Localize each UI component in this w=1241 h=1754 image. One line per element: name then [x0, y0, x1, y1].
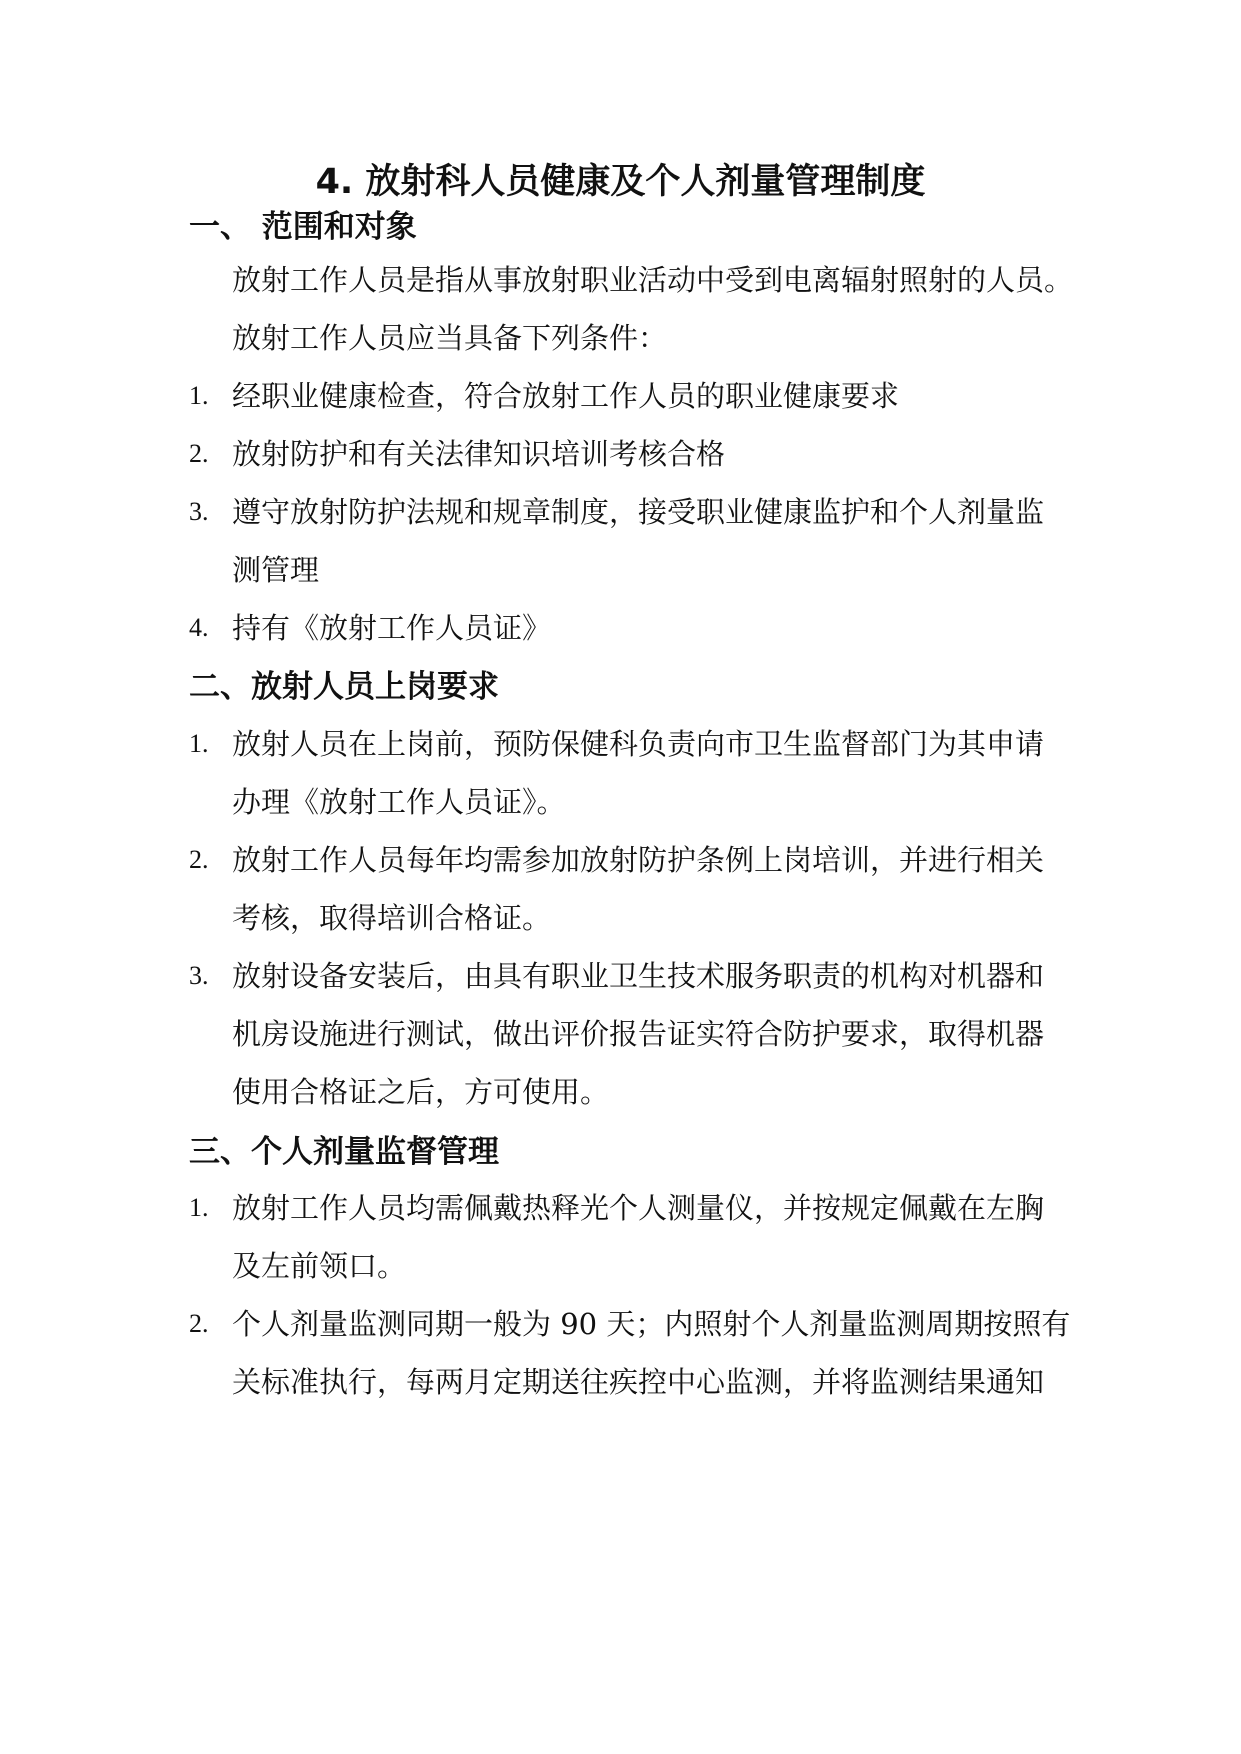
list-number: 1. — [189, 729, 209, 758]
section-heading-scope: 一、 范围和对象 — [189, 209, 417, 245]
section-heading-onboarding: 二、放射人员上岗要求 — [189, 669, 499, 705]
list-number: 3. — [189, 961, 209, 990]
list-item-text: 放射设备安装后，由具有职业卫生技术服务职责的机构对机器和 — [232, 959, 1045, 993]
paragraph: 放射工作人员是指从事放射职业活动中受到电离辐射照射的人员。 — [232, 263, 1074, 297]
list-number: 1. — [189, 381, 209, 410]
list-number: 1. — [189, 1193, 209, 1222]
list-item-text: 放射防护和有关法律知识培训考核合格 — [232, 437, 726, 471]
section-heading-dose-monitoring: 三、个人剂量监督管理 — [189, 1134, 499, 1170]
list-item-text: 使用合格证之后，方可使用。 — [232, 1075, 610, 1109]
list-item-text: 放射工作人员每年均需参加放射防护条例上岗培训，并进行相关 — [232, 843, 1045, 877]
list-item-text: 遵守放射防护法规和规章制度，接受职业健康监护和个人剂量监 — [232, 495, 1045, 529]
list-item-text: 持有《放射工作人员证》 — [232, 611, 552, 645]
list-item-text: 放射工作人员均需佩戴热释光个人测量仪，并按规定佩戴在左胸 — [232, 1191, 1045, 1225]
paragraph: 放射工作人员应当具备下列条件： — [232, 321, 668, 355]
list-number: 2. — [189, 845, 209, 874]
list-number: 4. — [189, 613, 209, 642]
list-item-text: 办理《放射工作人员证》。 — [232, 785, 566, 819]
list-item-text: 个人剂量监测同期一般为 90 天；内照射个人剂量监测周期按照有 — [232, 1307, 1071, 1341]
list-item-text: 及左前领口。 — [232, 1249, 407, 1283]
list-number: 2. — [189, 439, 209, 468]
list-item-text: 放射人员在上岗前，预防保健科负责向市卫生监督部门为其申请 — [232, 727, 1045, 761]
list-item-text: 经职业健康检查，符合放射工作人员的职业健康要求 — [232, 379, 900, 413]
list-number: 2. — [189, 1309, 209, 1338]
list-item-text: 关标准执行，每两月定期送往疾控中心监测，并将监测结果通知 — [232, 1365, 1045, 1399]
list-item-text: 考核，取得培训合格证。 — [232, 901, 552, 935]
list-number: 3. — [189, 497, 209, 526]
list-item-text: 机房设施进行测试，做出评价报告证实符合防护要求，取得机器 — [232, 1017, 1045, 1051]
document-title: 4. 放射科人员健康及个人剂量管理制度 — [315, 162, 926, 202]
list-item-text: 测管理 — [232, 553, 320, 587]
